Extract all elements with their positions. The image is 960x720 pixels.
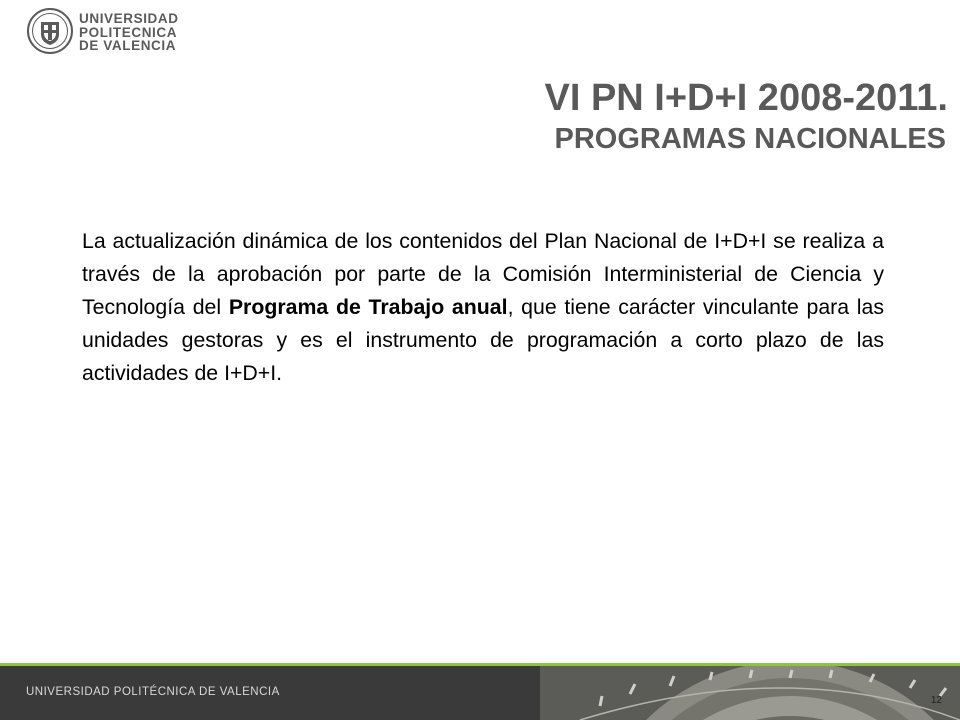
logo-wordmark (79, 12, 179, 53)
footer-institution-name: UNIVERSIDAD POLITÉCNICA DE VALENCIA (26, 686, 280, 698)
page-number: 12 (930, 695, 942, 706)
body-paragraph (82, 225, 884, 390)
paragraph-text-end: , que tiene carácter vinculante para las unidades gestoras y es el instrumento de programación a corto plazo de las actividades de I+D+I. (82, 295, 885, 385)
title-block (545, 76, 949, 156)
footer-bar (0, 666, 960, 720)
paragraph-bold-text: Programa de Trabajo anual (228, 295, 508, 319)
logo-line: DE VALENCIA (79, 38, 177, 53)
university-seal-icon (26, 6, 74, 56)
logo-line: POLITECNICA (79, 24, 178, 40)
logo-line: UNIVERSIDAD (79, 11, 179, 26)
footer-seal-watermark-icon (540, 666, 960, 720)
paragraph-text-start: La actualización dinámica de los contenidos del Plan Nacional de I+D+I se realiza a través de la aprobación por parte de la Comisión Interministerial de Ciencia y Tecnología del (82, 229, 884, 319)
university-logo (26, 6, 179, 58)
slide-title: VI PN I+D+I 2008-2011. (544, 77, 948, 119)
slide-subtitle: PROGRAMAS NACIONALES (554, 123, 946, 155)
